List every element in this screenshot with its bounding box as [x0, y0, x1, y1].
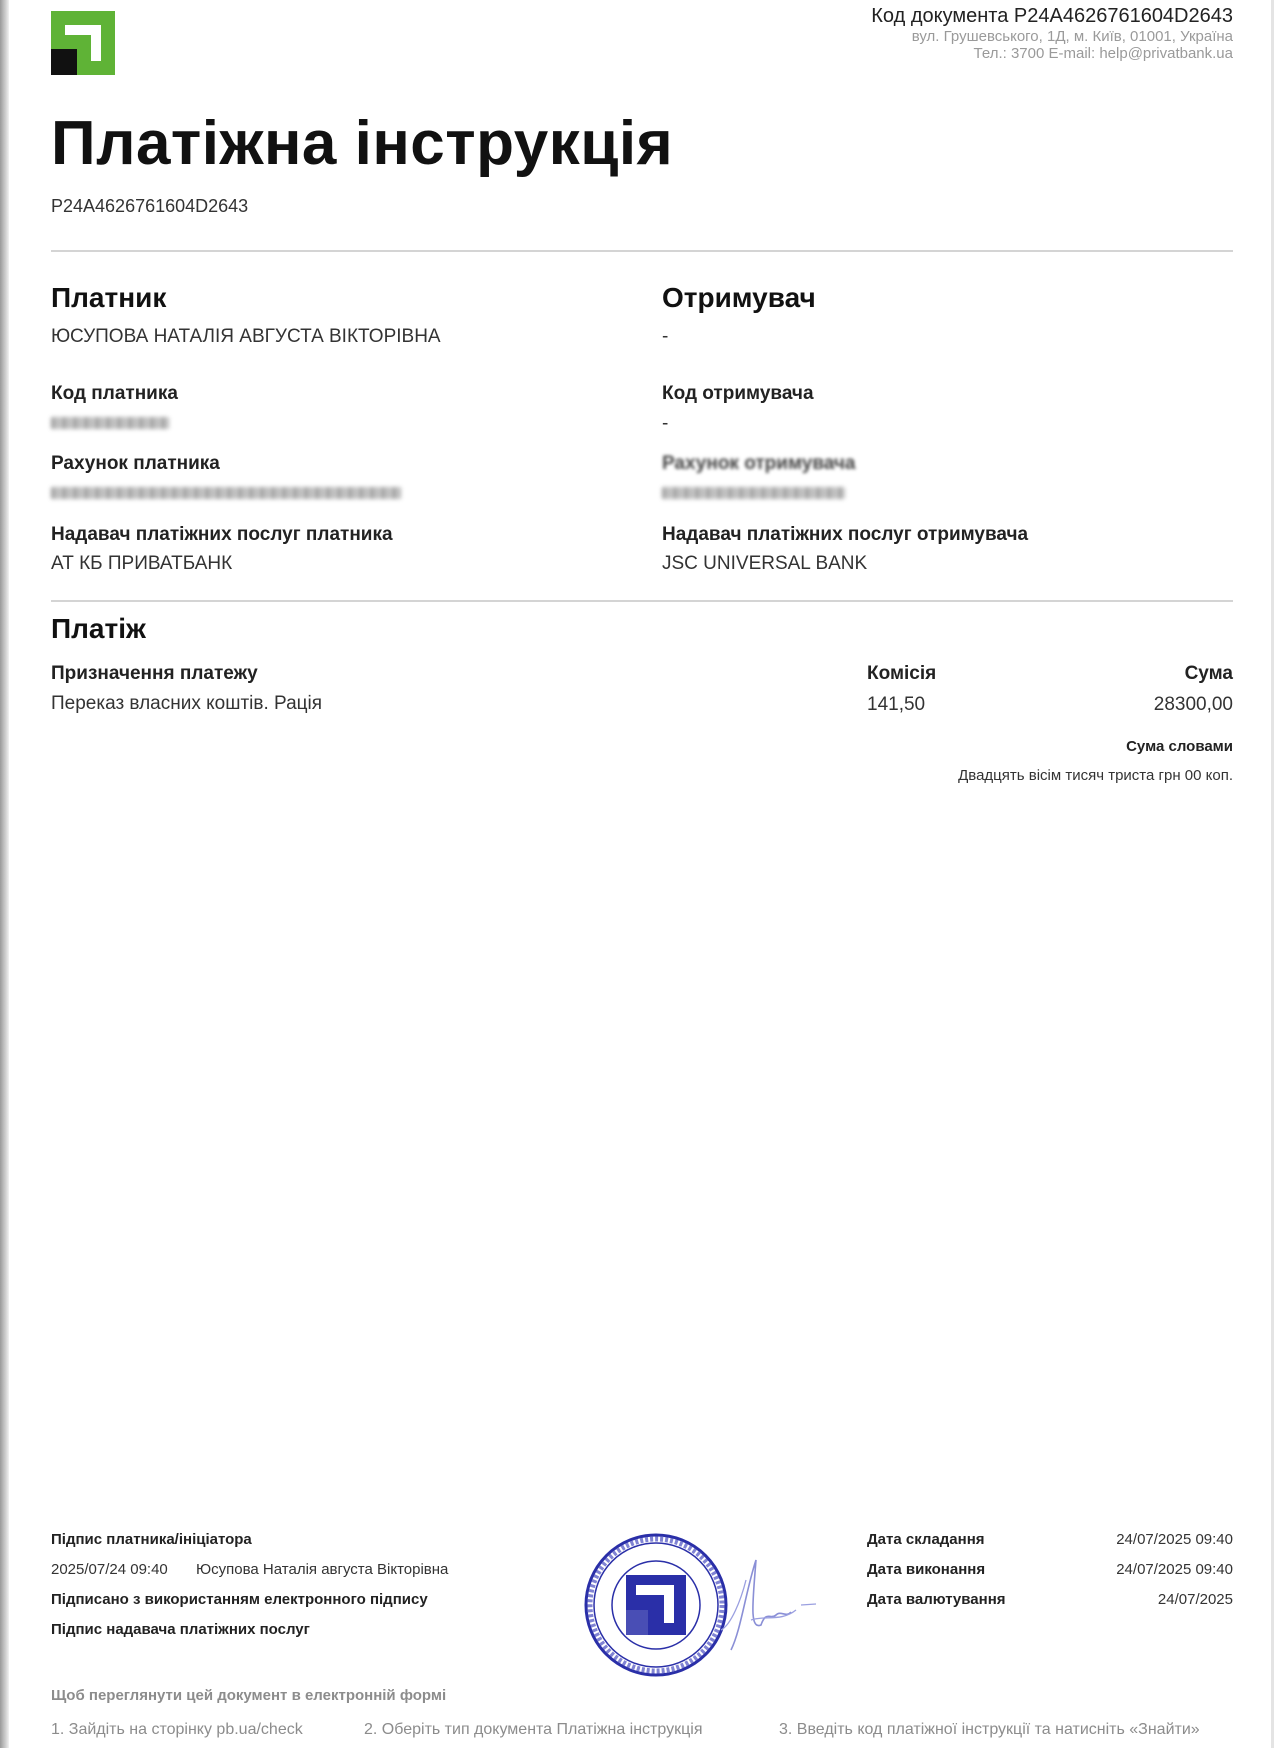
amount-value: 28300,00 [1153, 694, 1233, 715]
bank-contacts: Тел.: 3700 E-mail: help@privatbank.ua [973, 45, 1233, 62]
fee-label: Комісія [867, 663, 937, 684]
payer-sign-label: Підпис платника/ініціатора [51, 1531, 252, 1548]
date-value-label: Дата валютування [867, 1591, 1006, 1608]
recipient-account-redacted [662, 487, 845, 499]
recipient-name: - [662, 326, 669, 347]
bank-address: вул. Грушевського, 1Д, м. Київ, 01001, Україна [911, 28, 1233, 45]
page-title: Платіжна інструкція [51, 109, 674, 178]
date-compiled-value: 24/07/2025 09:40 [1116, 1531, 1233, 1548]
recipient-heading: Отримувач [662, 282, 816, 313]
date-compiled-label: Дата складання [867, 1531, 985, 1548]
payer-provider: АТ КБ ПРИВАТБАНК [51, 553, 233, 574]
purpose-value: Переказ власних коштів. Рація [51, 693, 323, 714]
header-info [871, 4, 1233, 62]
payment-heading: Платіж [51, 613, 146, 644]
divider-middle [51, 600, 1233, 602]
signed-datetime: 2025/07/24 09:40 [51, 1561, 168, 1578]
bank-stamp-icon [581, 1530, 831, 1680]
footer-step-3: 3. Введіть код платіжної інструкції та натисніть «Знайти» [779, 1721, 1200, 1738]
header-doc-code: Код документа P24A4626761604D2643 [871, 5, 1233, 27]
recipient-code-label: Код отримувача [662, 383, 814, 404]
date-value-value: 24/07/2025 [1157, 1591, 1233, 1608]
payer-account-label: Рахунок платника [51, 453, 220, 474]
payer-account-redacted [51, 487, 401, 499]
signed-name: Юсупова Наталія августа Вікторівна [196, 1561, 449, 1578]
payer-code-redacted [51, 417, 169, 429]
document-id: P24A4626761604D2643 [51, 196, 249, 216]
esign-note: Підписано з використанням електронного підпису [51, 1591, 428, 1608]
page-edge-shadow [0, 0, 9, 1748]
recipient-provider: JSC UNIVERSAL BANK [662, 553, 868, 574]
provider-sign-label: Підпис надавача платіжних послуг [51, 1621, 310, 1638]
date-executed-label: Дата виконання [867, 1561, 986, 1578]
payer-provider-label: Надавач платіжних послуг платника [51, 524, 393, 545]
divider-top [51, 250, 1233, 252]
amount-label: Сума [1184, 663, 1233, 684]
footer-note: Щоб переглянути цей документ в електронній формі [51, 1687, 447, 1704]
payer-heading: Платник [51, 282, 167, 313]
recipient-provider-label: Надавач платіжних послуг отримувача [662, 524, 1029, 545]
footer-step-2: 2. Оберіть тип документа Платіжна інструкція [364, 1721, 703, 1738]
payer-code-label: Код платника [51, 383, 178, 404]
privatbank-logo-icon [51, 11, 115, 75]
footer-step-1: 1. Зайдіть на сторінку pb.ua/check [51, 1721, 303, 1738]
purpose-label: Призначення платежу [51, 663, 258, 684]
document-page [51, 0, 1233, 1748]
amount-words-label: Сума словами [1126, 738, 1233, 755]
payer-name: ЮСУПОВА НАТАЛІЯ АВГУСТА ВІКТОРІВНА [51, 326, 441, 347]
recipient-account-label: Рахунок отримувача [662, 453, 856, 474]
amount-words: Двадцять вісім тисяч триста грн 00 коп. [958, 767, 1233, 784]
recipient-code: - [662, 413, 669, 434]
fee-value: 141,50 [867, 694, 926, 715]
date-executed-value: 24/07/2025 09:40 [1116, 1561, 1233, 1578]
